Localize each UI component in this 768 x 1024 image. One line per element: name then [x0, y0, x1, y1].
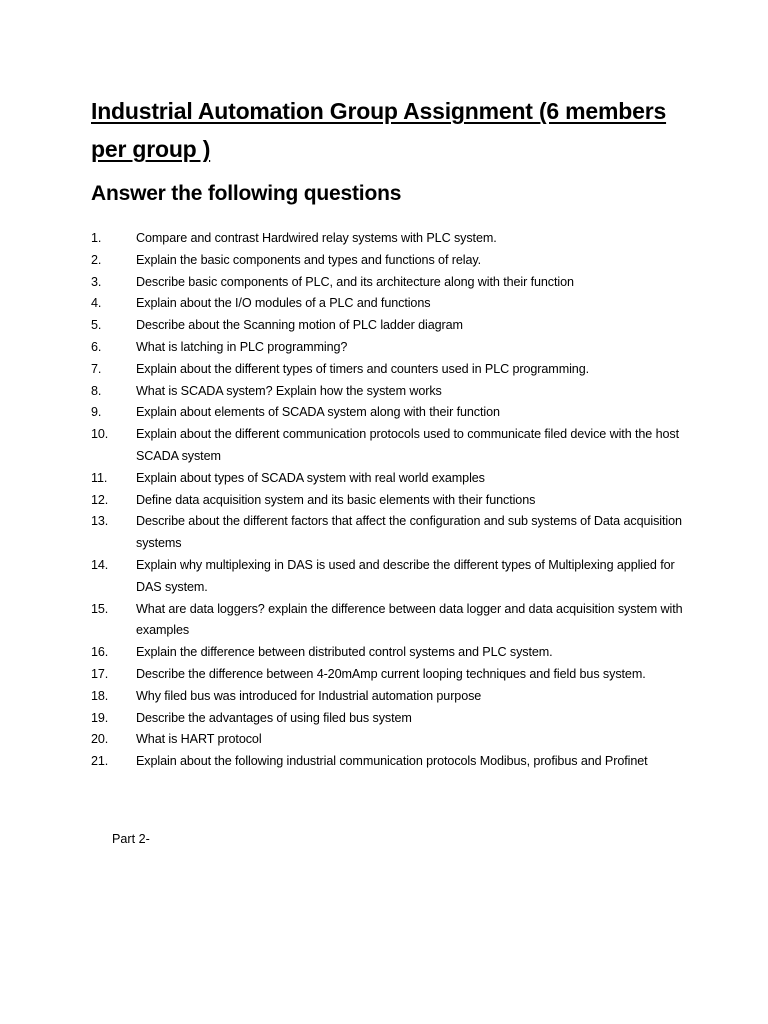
- question-text: Why filed bus was introduced for Industrial automation purpose: [136, 688, 482, 703]
- question-item: [0, 729, 688, 751]
- question-number: [91, 337, 131, 359]
- question-item: [0, 642, 688, 664]
- question-list: [0, 228, 768, 773]
- question-number-text: 6.: [91, 339, 102, 354]
- question-item: [0, 490, 688, 512]
- question-item: [0, 293, 688, 315]
- question-item: [0, 359, 688, 381]
- question-number: [91, 359, 131, 381]
- question-text: What is latching in PLC programming?: [136, 339, 348, 354]
- question-number-text: 10.: [91, 427, 109, 442]
- question-number: [91, 228, 131, 250]
- question-number-text: 19.: [91, 710, 109, 725]
- question-number: [91, 664, 131, 686]
- question-text: Describe about the different factors that affect the configuration and sub systems of Data acquisition systems: [136, 514, 682, 551]
- question-number-text: 5.: [91, 318, 102, 333]
- question-item: [0, 686, 688, 708]
- question-text: Describe the difference between 4-20mAmp current looping techniques and field bus system.: [136, 666, 646, 681]
- question-text: Define data acquisition system and its basic elements with their functions: [136, 492, 536, 507]
- question-number: [91, 402, 131, 424]
- question-number-text: 17.: [91, 666, 109, 681]
- question-number-text: 21.: [91, 754, 109, 769]
- question-number-text: 4.: [91, 296, 102, 311]
- question-text: Explain about the different types of timers and counters used in PLC programming.: [136, 361, 589, 376]
- question-number: [91, 272, 131, 294]
- question-number: [91, 490, 131, 512]
- question-number-text: 20.: [91, 732, 109, 747]
- question-item: [0, 424, 688, 468]
- question-item: [0, 511, 688, 555]
- question-number: [91, 555, 131, 577]
- question-number: [91, 424, 131, 446]
- question-number: [91, 729, 131, 751]
- question-text: Describe basic components of PLC, and its architecture along with their function: [136, 274, 574, 289]
- question-number-text: 11.: [91, 470, 108, 485]
- question-text: Explain why multiplexing in DAS is used and describe the different types of Multiplexing applied for DAS system.: [136, 557, 675, 594]
- question-number: [91, 708, 131, 730]
- question-number: [91, 381, 131, 403]
- question-item: [0, 751, 688, 773]
- question-text: Explain about the different communication protocols used to communicate filed device with the host SCADA system: [136, 427, 680, 463]
- question-text: Explain the difference between distributed control systems and PLC system.: [136, 645, 553, 660]
- question-number: [91, 293, 131, 315]
- question-item: [0, 228, 688, 250]
- question-number-text: 9.: [91, 405, 102, 420]
- question-item: [0, 272, 688, 294]
- question-number-text: 8.: [91, 383, 102, 398]
- question-number: [91, 642, 131, 664]
- question-text: What is HART protocol: [136, 732, 262, 747]
- question-item: [0, 708, 688, 730]
- question-item: [0, 402, 688, 424]
- question-number: [91, 511, 131, 533]
- question-number: [91, 250, 131, 272]
- question-number: [91, 751, 131, 773]
- question-number-text: 12.: [91, 492, 109, 507]
- question-item: [0, 664, 688, 686]
- section-heading: Answer the following questions: [91, 182, 402, 205]
- question-item: [0, 337, 688, 359]
- question-number-text: 3.: [91, 274, 102, 289]
- question-number: [91, 599, 131, 621]
- question-number: [91, 468, 131, 490]
- question-text: What is SCADA system? Explain how the system works: [136, 383, 442, 398]
- question-item: [0, 555, 688, 599]
- question-item: [0, 599, 688, 643]
- question-number-text: 15.: [91, 601, 109, 616]
- question-number-text: 7.: [91, 361, 102, 376]
- question-text: Compare and contrast Hardwired relay systems with PLC system.: [136, 231, 497, 245]
- question-number-text: 13.: [91, 514, 109, 529]
- question-text: What are data loggers? explain the difference between data logger and data acquisition system with examples: [136, 601, 683, 638]
- question-item: [0, 381, 688, 403]
- document-title: Industrial Automation Group Assignment (6 members per group ): [91, 98, 667, 162]
- question-text: Explain about the following industrial communication protocols Modibus, profibus and Profinet: [136, 754, 648, 769]
- question-item: [0, 250, 688, 272]
- question-number: [91, 686, 131, 708]
- question-item: [0, 315, 688, 337]
- question-text: Explain about the I/O modules of a PLC and functions: [136, 296, 431, 311]
- question-text: Describe about the Scanning motion of PLC ladder diagram: [136, 318, 463, 333]
- question-number-text: 18.: [91, 688, 109, 703]
- question-text: Explain about types of SCADA system with real world examples: [136, 470, 485, 485]
- part-2-label: Part 2-: [112, 832, 150, 846]
- question-number: [91, 315, 131, 337]
- question-number-text: 16.: [91, 645, 109, 660]
- question-number-text: 14.: [91, 557, 109, 572]
- question-text: Explain about elements of SCADA system along with their function: [136, 405, 500, 420]
- question-text: Describe the advantages of using filed bus system: [136, 710, 412, 725]
- question-number-text: 1.: [91, 231, 102, 245]
- question-item: [0, 468, 688, 490]
- question-number-text: 2.: [91, 252, 102, 267]
- question-text: Explain the basic components and types and functions of relay.: [136, 252, 482, 267]
